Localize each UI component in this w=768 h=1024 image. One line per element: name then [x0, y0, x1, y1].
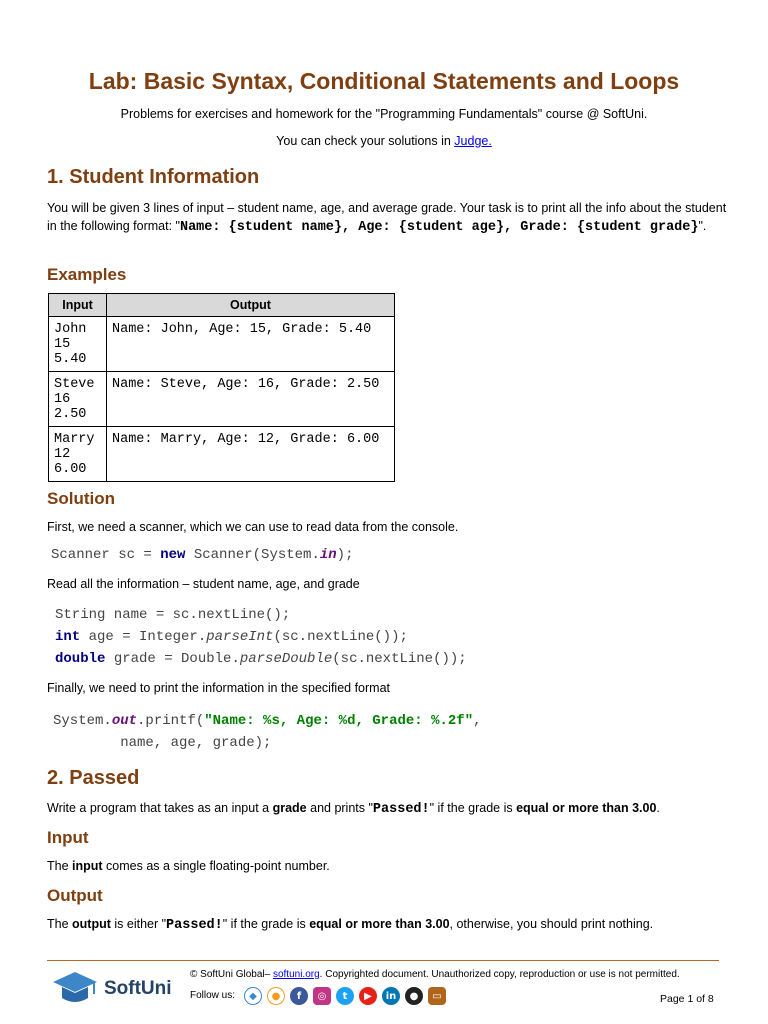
page-number: Page 1 of 8: [660, 993, 714, 1005]
header-input: Input: [49, 294, 107, 317]
subtitle: Problems for exercises and homework for the "Programming Fundamentals" course @ SoftUni.: [120, 107, 648, 121]
youtube-icon[interactable]: ▶: [359, 987, 377, 1005]
output-text: The output is either "Passed!" if the grade is equal or more than 3.00, otherwise, you should print nothing.: [47, 917, 654, 933]
section2-text: Write a program that takes as an input a grade and prints "Passed!" if the grade is equal or more than 3.00.: [47, 801, 660, 817]
code-scanner: Scanner sc = new Scanner(System.in);: [51, 547, 354, 563]
solution-text-2: Read all the information – student name, age, and grade: [47, 577, 360, 591]
solution-text-3: Finally, we need to print the information in the specified format: [47, 681, 390, 695]
softuni-icon[interactable]: ◆: [244, 987, 262, 1005]
podcast-icon[interactable]: ▭: [428, 987, 446, 1005]
copyright: © SoftUni Global– softuni.org. Copyrighted document. Unauthorized copy, reproduction or use is not permitted.: [190, 969, 680, 980]
section1-intro: [47, 199, 727, 237]
output-heading: Output: [47, 886, 103, 905]
table-header-row: [49, 294, 395, 317]
page-title: Lab: Basic Syntax, Conditional Statements and Loops: [88, 68, 680, 94]
section-heading-passed: 2. Passed: [47, 767, 140, 789]
section-heading-student-information: 1. Student Information: [47, 166, 260, 188]
follow-us-label: Follow us:: [190, 990, 236, 1001]
cell-input: Marry 12 6.00: [49, 427, 107, 482]
examples-heading: Examples: [47, 265, 127, 284]
softuni-logo-text: SoftUni: [104, 978, 172, 999]
input-text: The input comes as a single floating-point number.: [47, 859, 330, 873]
facebook-icon[interactable]: f: [290, 987, 308, 1005]
twitter-icon[interactable]: t: [336, 987, 354, 1005]
cell-input: John 15 5.40: [49, 317, 107, 372]
cell-output: Name: John, Age: 15, Grade: 5.40: [107, 317, 395, 372]
header-output: Output: [107, 294, 395, 317]
examples-table: [48, 293, 395, 482]
check-prefix: You can check your solutions in: [276, 134, 455, 148]
table-row: [49, 372, 395, 427]
softuni-creative-icon[interactable]: ●: [267, 987, 285, 1005]
intro-end: ".: [698, 219, 707, 233]
judge-link[interactable]: Judge.: [454, 134, 492, 148]
code-read-input: String name = sc.nextLine(); int age = Integer.parseInt(sc.nextLine()); double grade = Double.parseDouble(sc.nextLine());: [55, 607, 467, 667]
intro-format: Name: {student name}, Age: {student age}, Grade: {student grade}: [179, 220, 699, 235]
social-icons: [244, 987, 446, 1005]
table-row: [49, 317, 395, 372]
solution-text-1: First, we need a scanner, which we can use to read data from the console.: [47, 520, 459, 534]
instagram-icon[interactable]: ◎: [313, 987, 331, 1005]
footer-divider: [47, 960, 719, 961]
cell-input: Steve 16 2.50: [49, 372, 107, 427]
input-heading: Input: [47, 828, 89, 847]
softuni-logo-icon: [50, 968, 100, 1008]
check-line: [0, 134, 768, 148]
linkedin-icon[interactable]: in: [382, 987, 400, 1005]
solution-heading: Solution: [47, 489, 115, 508]
intro-text: You will be given 3 lines of input – student name, age, and average grade. Your task is to print all the info about the student in the following format: ": [47, 201, 727, 233]
table-row: [49, 427, 395, 482]
softuni-link[interactable]: softuni.org: [272, 969, 320, 980]
code-printf: System.out.printf("Name: %s, Age: %d, Grade: %.2f", name, age, grade);: [53, 713, 482, 751]
github-icon[interactable]: ●: [405, 987, 423, 1005]
cell-output: Name: Marry, Age: 12, Grade: 6.00: [107, 427, 395, 482]
cell-output: Name: Steve, Age: 16, Grade: 2.50: [107, 372, 395, 427]
